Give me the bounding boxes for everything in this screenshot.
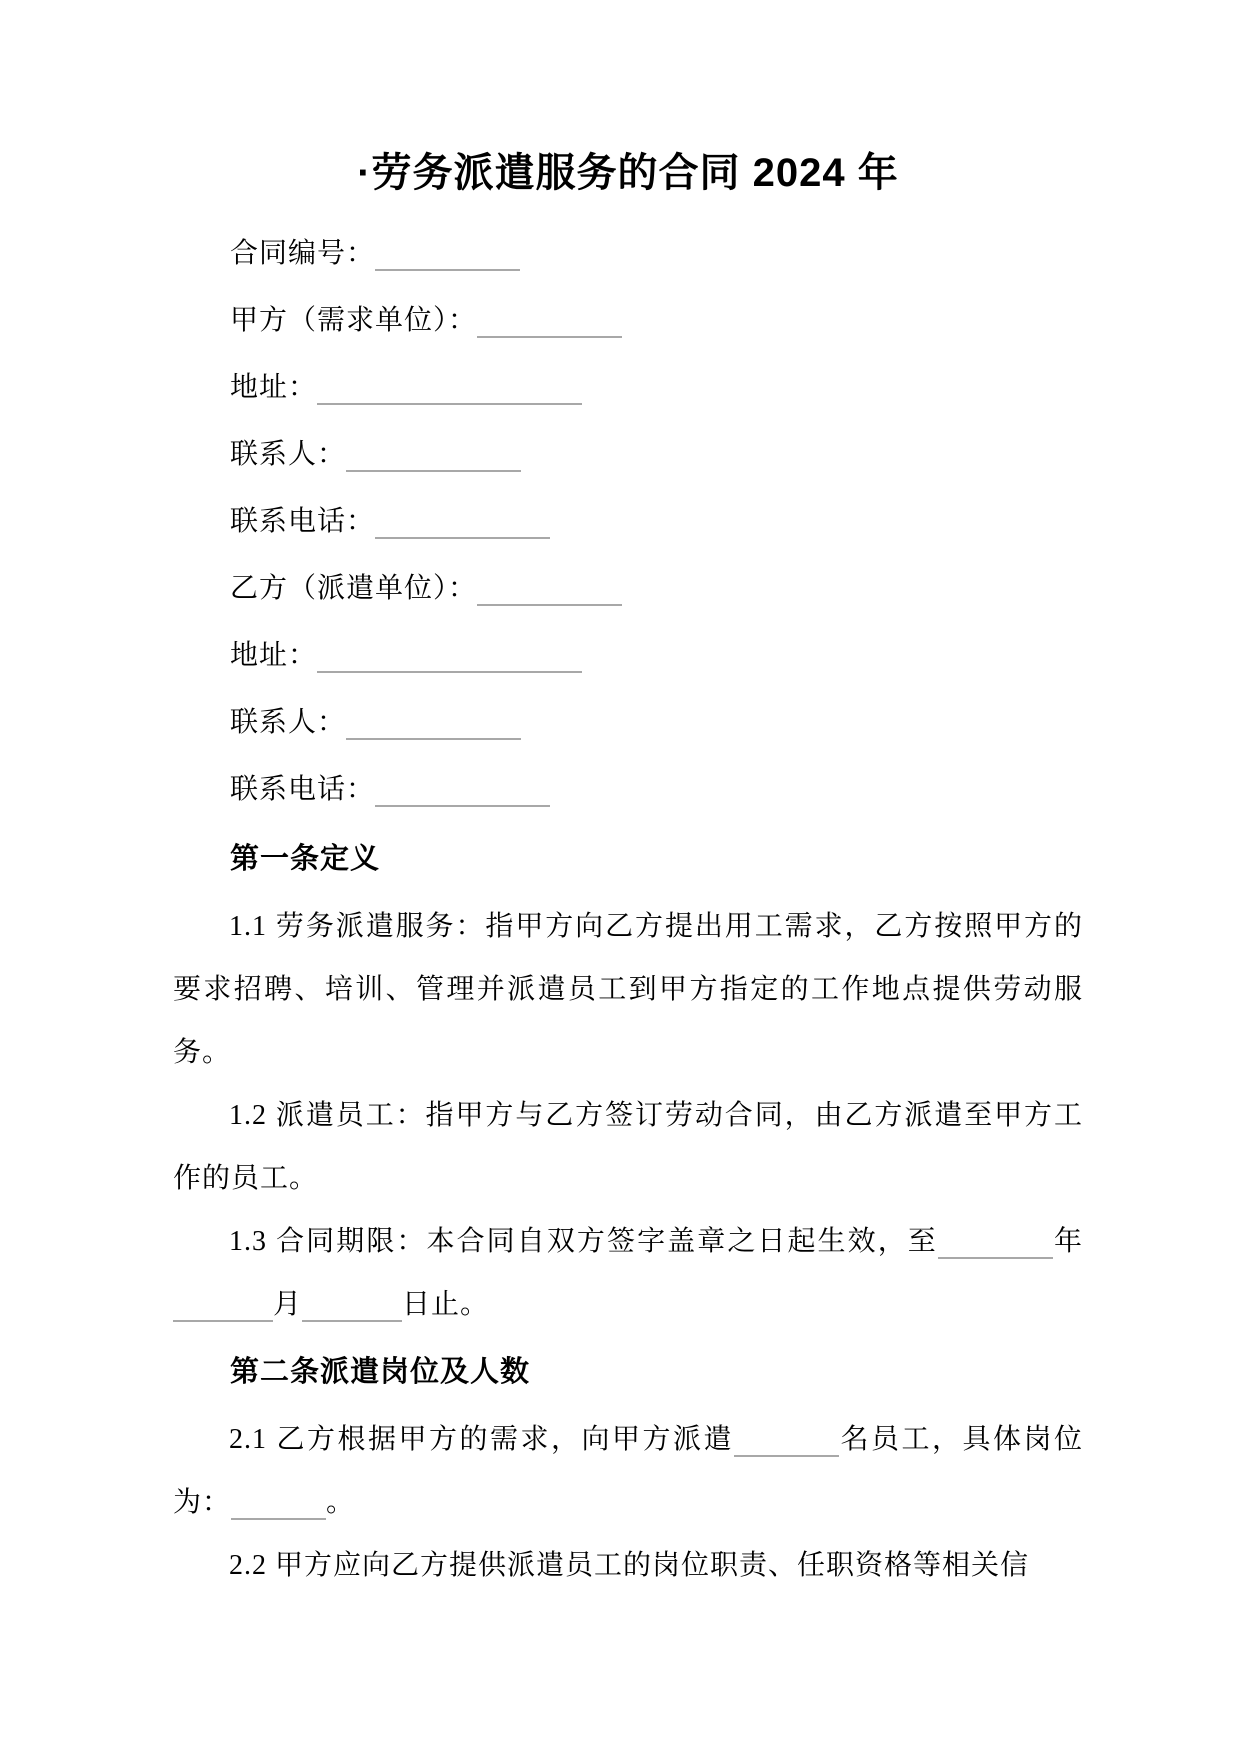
fill-in-blank — [477, 326, 622, 338]
header-fields-block — [173, 220, 1083, 823]
clause-paragraph — [173, 1084, 1083, 1210]
fill-in-blank — [375, 527, 550, 539]
header-field-line — [173, 287, 1083, 354]
header-field-line — [173, 689, 1083, 756]
section-heading: 第一条定义 — [230, 843, 381, 875]
clause-text: 名员工，具体岗位为： — [173, 1424, 1083, 1518]
field-label: 地址： — [230, 372, 318, 403]
clause-text: 2.1 乙方根据甲方的需求，向甲方派遣 — [229, 1424, 734, 1455]
clause-text: 1.2 派遣员工：指甲方与乙方签订劳动合同，由乙方派遣至甲方工作的员工。 — [173, 1100, 1083, 1194]
header-field-line — [173, 354, 1083, 421]
field-label: 甲方（需求单位）： — [230, 305, 478, 336]
clause-text: 1.3 合同期限：本合同自双方签字盖章之日起生效，至 — [229, 1226, 938, 1257]
field-label: 地址： — [230, 640, 318, 671]
fill-in-blank — [231, 1508, 326, 1520]
field-label: 联系电话： — [230, 774, 376, 805]
field-label: 联系人： — [230, 439, 347, 470]
fill-in-blank — [375, 795, 550, 807]
header-field-line — [173, 220, 1083, 287]
clause-paragraph — [173, 1210, 1083, 1336]
header-field-line — [173, 555, 1083, 622]
clause-paragraph — [173, 1408, 1083, 1534]
field-label: 乙方（派遣单位）： — [230, 573, 478, 604]
fill-in-blank — [477, 594, 622, 606]
clause-text: 月 — [273, 1289, 303, 1320]
clause-paragraph — [173, 1534, 1083, 1597]
fill-in-blank — [938, 1247, 1053, 1259]
header-field-line — [173, 622, 1083, 689]
clause-text: 。 — [326, 1487, 356, 1518]
clause-text: 2.2 甲方应向乙方提供派遣员工的岗位职责、任职资格等相关信 — [229, 1550, 1030, 1581]
header-field-line — [173, 488, 1083, 555]
fill-in-blank — [375, 259, 520, 271]
fill-in-blank — [346, 460, 521, 472]
header-field-line — [173, 421, 1083, 488]
field-label: 合同编号： — [230, 238, 376, 269]
clause-text: 日止。 — [402, 1289, 490, 1320]
field-label: 联系电话： — [230, 506, 376, 537]
header-field-line — [173, 756, 1083, 823]
field-label: 联系人： — [230, 707, 347, 738]
fill-in-blank — [346, 728, 521, 740]
clause-text: 1.1 劳务派遣服务：指甲方向乙方提出用工需求，乙方按照甲方的要求招聘、培训、管理并派遣员工到甲方指定的工作地点提供劳动服务。 — [173, 911, 1083, 1068]
fill-in-blank — [173, 1310, 273, 1322]
fill-in-blank — [317, 661, 582, 673]
fill-in-blank — [317, 393, 582, 405]
contract-body — [173, 823, 1083, 1597]
section-heading: 第二条派遣岗位及人数 — [230, 1356, 531, 1388]
document-title: ·劳务派遣服务的合同 2024 年 — [357, 151, 899, 195]
fill-in-blank — [734, 1445, 839, 1457]
clause-paragraph — [173, 895, 1083, 1084]
clause-text: 年 — [1052, 1226, 1083, 1257]
fill-in-blank — [302, 1310, 402, 1322]
